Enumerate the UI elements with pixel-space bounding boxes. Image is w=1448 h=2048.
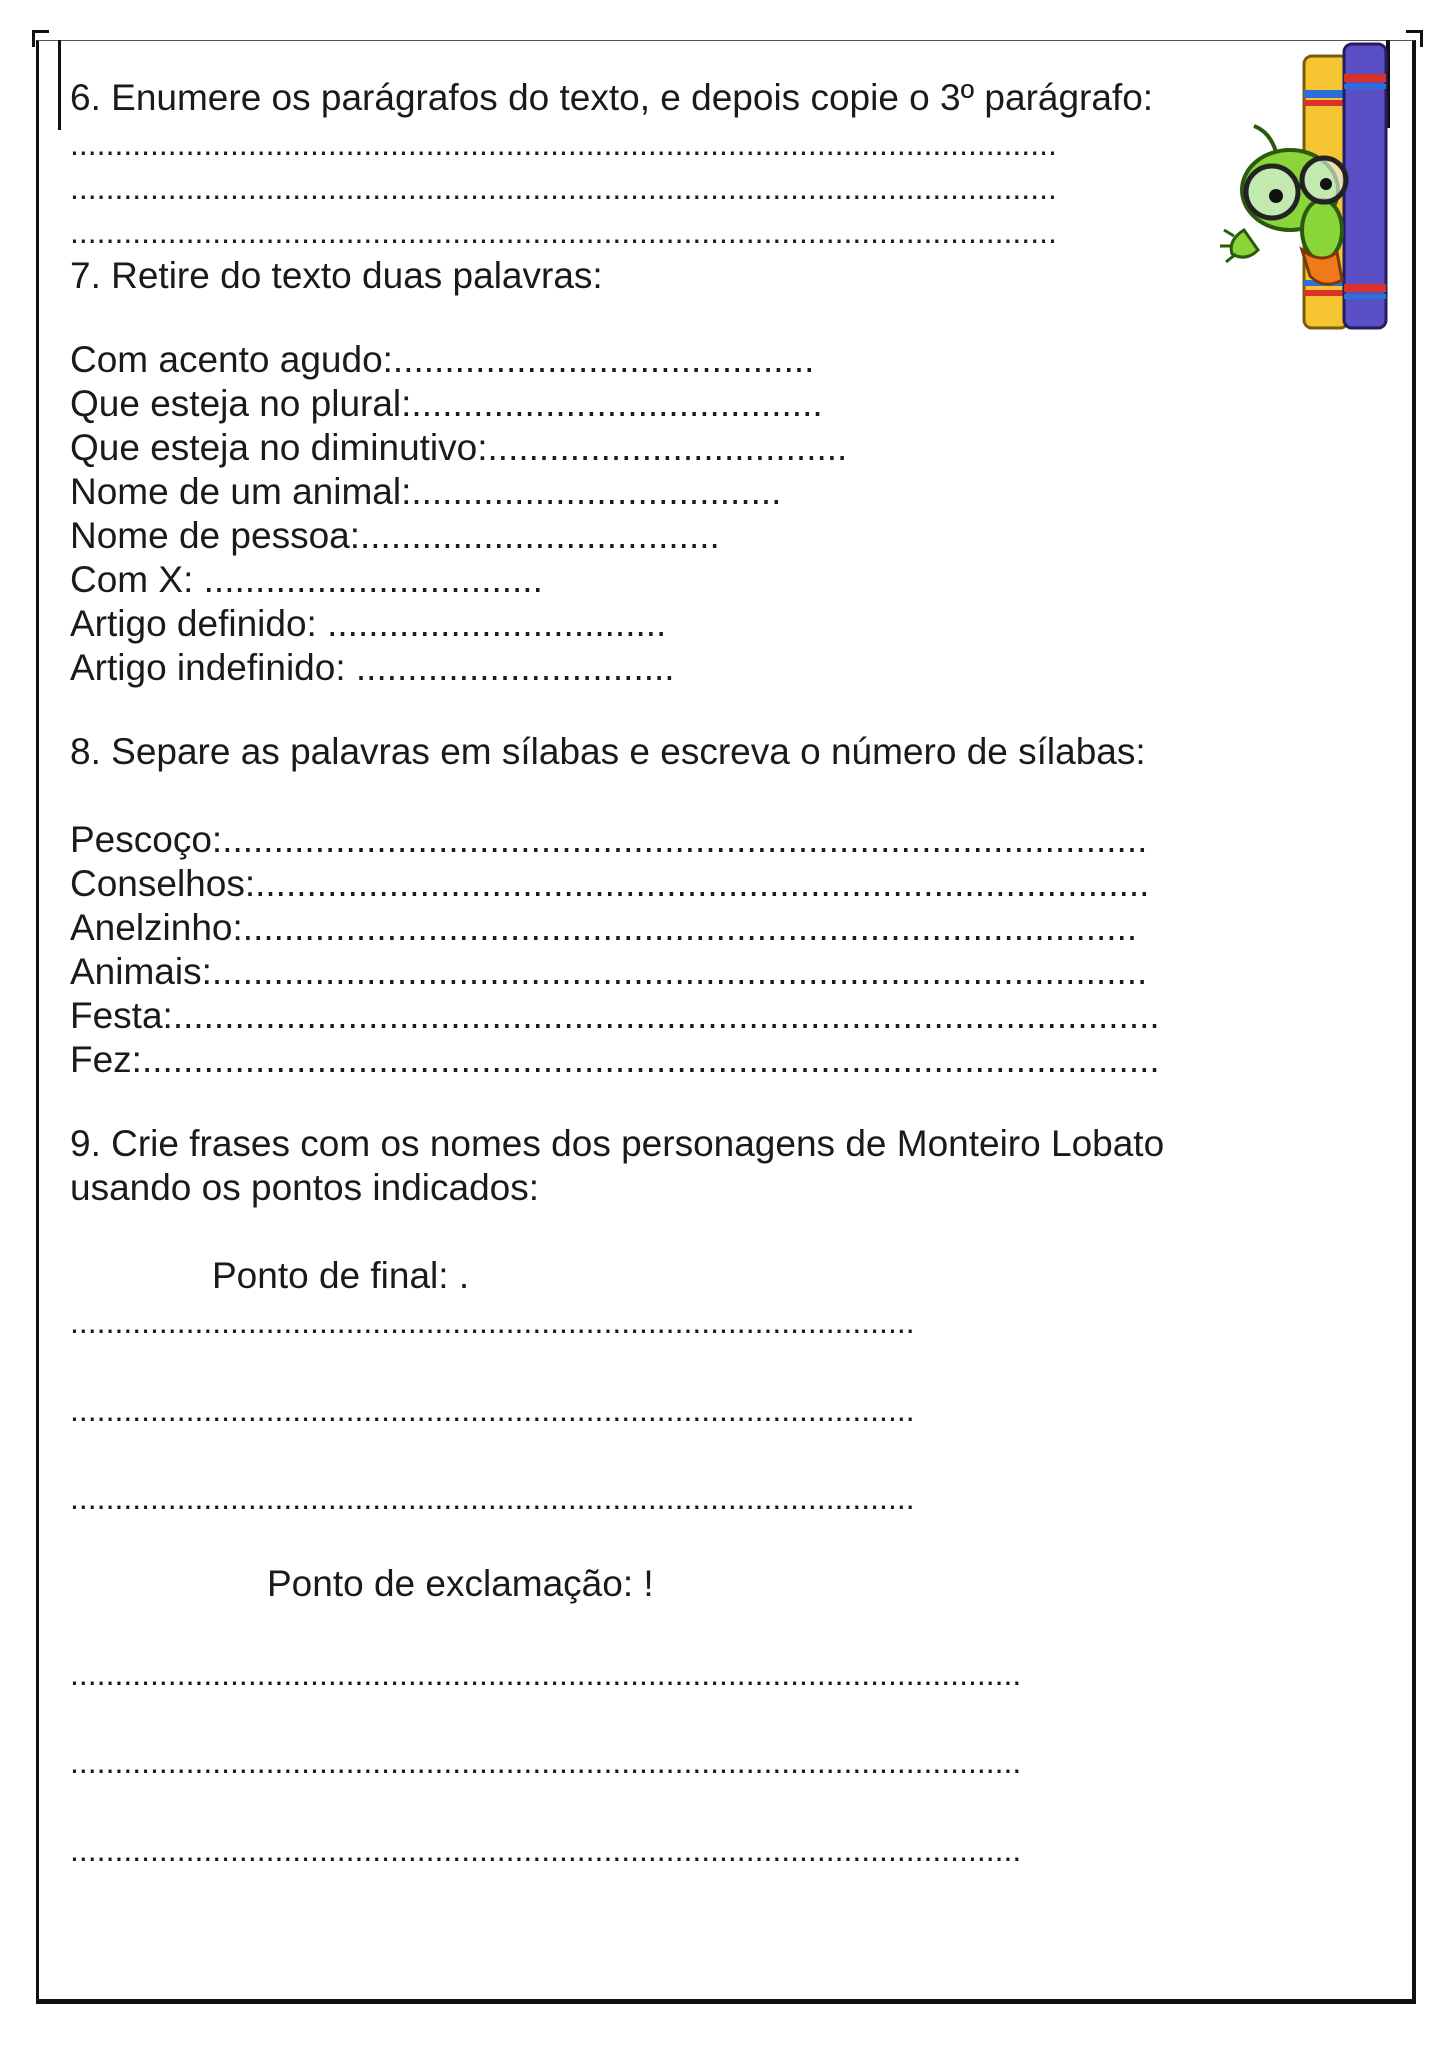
q7-item-diminutivo[interactable]: Que esteja no diminutivo:................................... (70, 427, 848, 468)
q9-title-line-2: usando os pontos indicados: (70, 1167, 540, 1208)
q8-item-animais[interactable]: Animais:........................................................................................... (70, 951, 1148, 992)
q7-item-com-x[interactable]: Com X: ................................. (70, 559, 543, 600)
bookworm-with-books-icon (1172, 40, 1394, 332)
q8-item-conselhos[interactable]: Conselhos:....................................................................................... (70, 863, 1150, 904)
q9-ponto-final-line-1[interactable]: ............................................................................................... (70, 1304, 915, 1340)
q9-ponto-exclamacao-line-2[interactable]: ........................................................................................................... (70, 1744, 1022, 1780)
q9-title-line-1: 9. Crie frases com os nomes dos personagens de Monteiro Lobato (70, 1123, 1165, 1164)
q6-answer-line-1[interactable]: ............................................................................................................... (70, 126, 1057, 162)
q7-item-pessoa[interactable]: Nome de pessoa:................................... (70, 515, 720, 556)
q9-ponto-exclamacao-line-1[interactable]: ........................................................................................................... (70, 1656, 1022, 1692)
q7-item-plural[interactable]: Que esteja no plural:........................................ (70, 383, 823, 424)
q8-item-pescoco[interactable]: Pescoço:.......................................................................................... (70, 819, 1148, 860)
q7-item-acento-agudo[interactable]: Com acento agudo:......................................... (70, 339, 815, 380)
frame-inner-left-mark (58, 40, 61, 130)
q8-item-anelzinho[interactable]: Anelzinho:....................................................................................... (70, 907, 1138, 948)
q8-item-festa[interactable]: Festa:................................................................................................ (70, 995, 1160, 1036)
q9-ponto-exclamacao-label: Ponto de exclamação: ! (267, 1563, 654, 1604)
q6-answer-line-3[interactable]: ............................................................................................................... (70, 214, 1057, 250)
q7-title: 7. Retire do texto duas palavras: (70, 255, 603, 296)
q6-answer-line-2[interactable]: ............................................................................................................... (70, 170, 1057, 206)
q9-ponto-final-line-2[interactable]: ............................................................................................... (70, 1392, 915, 1428)
q9-ponto-final-label: Ponto de final: . (212, 1255, 470, 1296)
q9-ponto-final-line-3[interactable]: ............................................................................................... (70, 1480, 915, 1516)
q7-item-artigo-indefinido[interactable]: Artigo indefinido: ............................... (70, 647, 675, 688)
q8-item-fez[interactable]: Fez:................................................................................................... (70, 1039, 1160, 1080)
q8-title: 8. Separe as palavras em sílabas e escreva o número de sílabas: (70, 731, 1146, 772)
q6-title: 6. Enumere os parágrafos do texto, e depois copie o 3º parágrafo: (70, 77, 1154, 118)
q7-item-animal[interactable]: Nome de um animal:.................................... (70, 471, 782, 512)
q9-ponto-exclamacao-line-3[interactable]: ........................................................................................................... (70, 1832, 1022, 1868)
q7-item-artigo-definido[interactable]: Artigo definido: ................................. (70, 603, 667, 644)
